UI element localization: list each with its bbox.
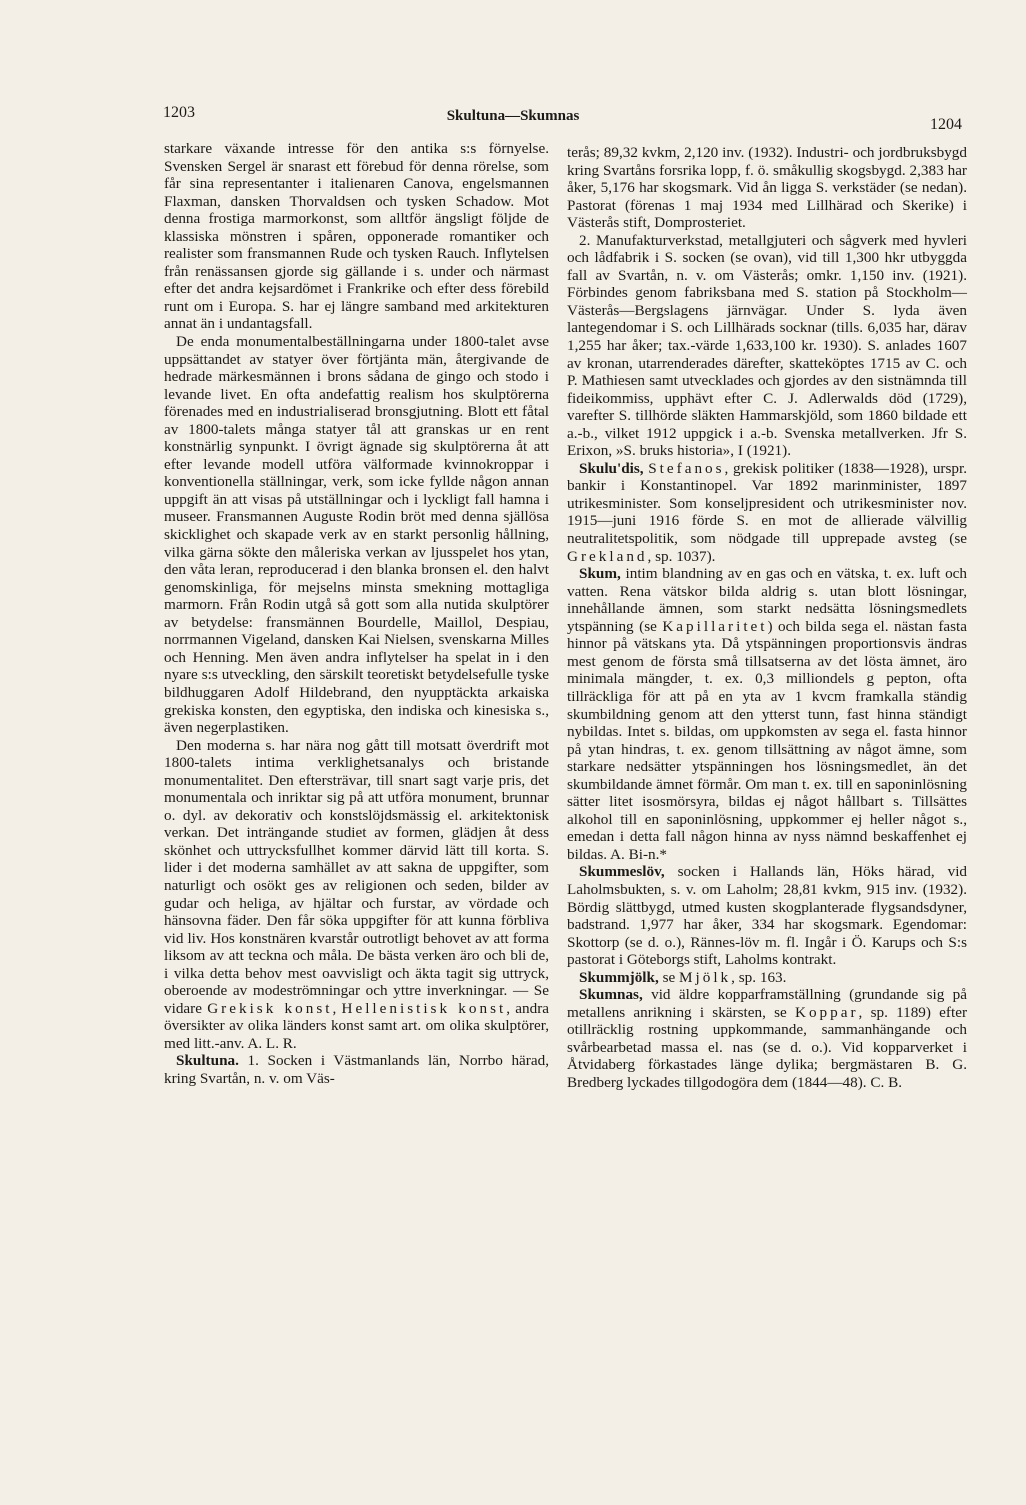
paragraph: 2. Manufakturverkstad, metallgjuteri och sågverk med hyvleri och lådfabrik i S. socken (se ovan), vid till 1,300 hkr utbyggda fall av Svartån, n. v. om Västerås; omkr. 1,150 inv. (1921). Förbindes genom fabriksbana med S. station på Stockholm—Västerås—Bergslagens järnvägar. Under S. lyda även lantegendomar i S. och Lillhärads socknar (tills. 6,035 har, därav 1,255 har åker; tax.-värde 1,633,100 kr. 1930). S. anlades 1607 av kronan, utarrenderades därefter, skatteköptes 1715 av C. och P. Mathiesen samt utvecklades och gjordes av den sistnämnda till fideikommiss, upphävt efter C. J. Adlerwalds död (1729), varefter S. tillhörde släkten Hammarskjöld, som 1860 bildade ett a.-b., vilket 1912 uppgick i a.-b. Svenska metallverken. Jfr S. Erixon, »S. bruks historia», I (1921). (567, 231, 967, 460)
entry-text: 1. Socken i Västmanlands län, Norrbo härad, kring Svartån, n. v. om Väs- (164, 1052, 549, 1087)
cross-reference: Kapillaritet (662, 617, 768, 635)
running-title: Skultuna—Skumnas (446, 108, 580, 124)
entry-skum (567, 565, 967, 863)
entry-skumnas (567, 986, 967, 1091)
entry-skultuna (164, 1052, 549, 1087)
headword: Skumnas, (579, 986, 643, 1004)
cross-reference: Grekland (567, 547, 648, 565)
entry-text: vid äldre kopparframställning (grundande sig på metallens anrikning i skärsten, se (567, 986, 967, 1021)
entry-text: , sp. 1037). (647, 547, 716, 565)
cross-reference: Hellenistisk konst (341, 999, 507, 1017)
cross-reference: Mjölk (679, 968, 732, 986)
entry-text: intim blandning av en gas och en vätska, t. ex. luft och vatten. Rena vätskor bilda aldrig s. utan blott lösningar, innehållande ämnen, som starkt nedsätta lösningsmedlets ytspänning (se (567, 565, 968, 635)
headword: Skummjölk, (579, 968, 659, 986)
paragraph: terås; 89,32 kvkm, 2,120 inv. (1932). Industri- och jordbruksbygd kring Svartåns forsrika lopp, f. ö. småkullig skogsbygd. 2,383 har åker, 5,176 har skogsmark. Vid ån ligga S. verkstäder (se nedan). Pastorat (förenas 1 maj 1934 med Lillhärad och Skerike) i Västerås stift, Domprosteriet. (567, 144, 967, 232)
paragraph (164, 737, 549, 1053)
entry-text: se (662, 968, 676, 986)
page-number-left: 1203 (163, 104, 195, 121)
cross-reference: Koppar (794, 1003, 859, 1021)
separator: , (332, 999, 337, 1017)
paragraph: De enda monumentalbeställningarna under 1800-talet avse uppsättandet av statyer över förtjänta män, återgivande de hedrade märkesmännen i brons sådana de gingo och stodo i levande livet. En ofta andefattig realism hos skulptörerna förenades med en industrialiserad bronsgjutning. Blott ett fåtal av 1800-talets många statyer tål att granskas ur en rent konstnärlig synpunkt. I övrigt ägnade sig skulptörerna åt att efter levande modell utföra välformade kvinnokroppar i konventionella ställningar, verk, som icke fyllde någon annan uppgift än att visas på utställningar och i lyckligt fall hamna i museer. Fransmannen Auguste Rodin bröt med denna själlösa skicklighet och skapade verk av en starkt personlig hållning, vilka gärna sökte den måleriska verkan av ljusspelet hos ytan, den våta leran, reproducerad i den blanka bronsen el. den halvt genomskinliga, för mejselns minsta smekning mottagliga marmorn. Från Rodin utgå så gott som alla nutida skulptörer av betydelse: fransmännen Bourdelle, Maillol, Despiau, norrmannen Vigeland, dansken Kai Nielsen, svenskarna Milles och Henning. Men även andra inflytelser ha spelat in i den nyare s:s utveckling, den särskilt teoretiskt betydelsefulle tyske bildhuggaren Adolf Hildebrand, den nyupptäckta arkaiska grekiska konsten, den egyptiska, den indiska och kinesiska s., även negerplastiken. (164, 333, 549, 737)
headword: Skummeslöv, (579, 863, 665, 881)
page-number-right: 1204 (930, 116, 962, 133)
cross-reference: Grekisk konst (207, 999, 333, 1017)
entry-text: socken i Hallands län, Höks härad, vid Laholmsbukten, s. v. om Laholm; 28,81 kvkm, 915 inv. (1932). Bördig slättbygd, utmed kusten skogplanterade flygsandsdyner, badstrand. 1,977 har åker, 334 har skogsmark. Egendomar: Skottorp (se d. o.), Rännes-löv m. fl. Ingår i Ö. Karups och S:s pastorat i Göteborgs stift, Laholms kontrakt. (567, 863, 968, 969)
spaced-name: Stefanos (648, 459, 725, 477)
paragraph: starkare växande intresse för den antika s:s förnyelse. Svensken Sergel är snarast ett förebud för denna rörelse, som får sina representanter i italienaren Canova, engelsmannen Flaxman, dansken Thorvaldsen och tysken Schadow. Mot denna frostiga marmorkonst, som alltför ängsligt följde de klassiska mönstren i spåren, opponerade romantiker och realister som fransmannen Rude och tysken Rauch. Inflytelsen från renässansen gjorde sig gällande i s. under och närmast efter det andra kejsardömet i Frankrike och efter dess förebild runt om i Europa. S. har ej längre samband med arkitekturen annat än i undantagsfall. (164, 140, 549, 333)
page-header (0, 104, 1026, 144)
headword: Skum, (579, 565, 621, 583)
paragraph-text: , andra översikter av olika länders konst samt art. om olika skulptörer, med litt.-anv. A. L. R. (164, 999, 549, 1052)
entry-text: , sp. 1189) efter otillräcklig rostning uppkommande, sammanhängande och svårbearbetad massa el. nas (se d. o.). Vid kopparverket i Åtvidaberg förkastades länge dylika; bergmästaren B. G. Bredberg lyckades tillgodogöra dem (1844—48). C. B. (567, 1003, 968, 1091)
entry-text: , sp. 163. (731, 968, 787, 986)
left-column (164, 140, 549, 1088)
entry-skuludis (567, 460, 967, 565)
headword: Skultuna. (176, 1052, 239, 1070)
entry-skummjolk (567, 969, 967, 987)
right-column (567, 144, 967, 1092)
paragraph-text: Den moderna s. har nära nog gått till motsatt överdrift mot 1800-talets intima verklighetsanalys och bristande monumentalitet. Den eftersträvar, till snart sagt varje pris, det monumentala och inriktar sig på att utföra monument, brunnar o. dyl. av dekorativ och konstslöjdsmässig el. arkitektonisk verkan. Det inträngande studiet av formen, glädjen åt dess skönhet och uttrycksfullhet kommer därvid lätt till korta. S. lider i det moderna samhället av att sakna de uppgifter, som naturligt och osökt ges av religionen och seden, bilder av gudar och heliga, av hjältar och furstar, av vördade och hänsovna fäder. Den får söka uppgifter för att kunna förbliva vid liv. Hos konstnären kvarstår outrotligt behovet av att forma liksom av att teckna och måla. De bästa verken äro och bli de, i vilka detta behov mest oavvisligt och äkta tagit sig uttryck, oberoende av modeströmningar och yttre inverkningar. — Se vidare (164, 736, 549, 1017)
headword: Skulu'dis, (579, 459, 644, 477)
entry-text: ) och bilda sega el. nästan fasta hinnor på vätskans yta. Då ytspänningen proportionsvis ändras mest genom de första små tillsatserna av det lösta ämnet, äro minimala mängder, t. ex. 0,3 milliondels g pepton, ofta tillräckliga för att på en yta av 1 kvcm framkalla ständig skumbildning genom att den ytterst tunn, fast hinna ständigt nybildas. Intet s. bildas, om uppkomsten av sega el. fasta hinnor på ytan hindras, t. ex. genom tillsättning av något ämne, som starkare nedsätter ytspänningen hos lösningsmedlet, än det skumbildande ämnet förmår. Om man t. ex. till en saponinlösning sätter litet isosmörsyra, bildas ej något hållbart s. Tillsättes alkohol till en saponinlösning, uppkommer ej heller något s., emedan i detta fall någon hinna av nyss nämnd beskaffenhet ej bildas. A. Bi-n.* (567, 617, 967, 863)
entry-text: , grekisk politiker (1838—1928), urspr. bankir i Konstantinopel. Var 1892 marinminister, 1897 utrikesminister. Som konseljpresident och utrikesminister nov. 1915—juni 1916 förde S. en mot de allierade välvillig neutralitetspolitik, som nödgade till upprepade avsteg (se (567, 459, 967, 548)
entry-skummeslov (567, 863, 967, 968)
